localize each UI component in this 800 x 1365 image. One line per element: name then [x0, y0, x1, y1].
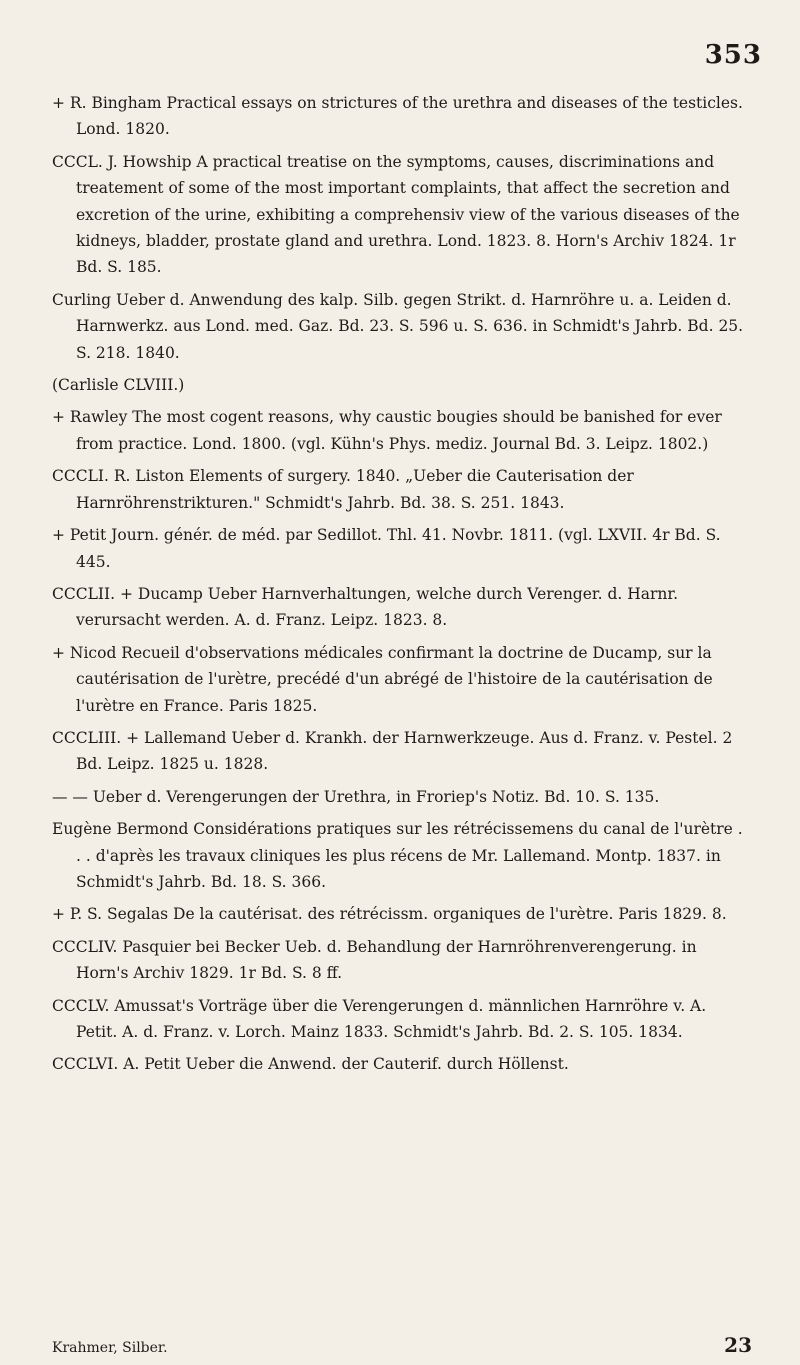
- bibliography-list: [52, 90, 752, 1084]
- footer-author: Krahmer, Silber.: [52, 1340, 168, 1356]
- entry-cccliii-lallemand: CCCLIII. + Lallemand Ueber d. Krankh. der Harnwerkzeuge. Aus d. Franz. v. Pestel. 2 Bd. Leipz. 1825 u. 1828.: [52, 728, 733, 774]
- entry-cccli-liston: CCCLI. R. Liston Elements of surgery. 1840. „Ueber die Cauterisation der Harnröhrenstrikturen." Schmidt's Jahrb. Bd. 38. S. 251. 1843.: [52, 467, 634, 512]
- entry-cccl-howship: CCCL. J. Howship A practical treatise on the symptoms, causes, discriminations and treatement of some of the most important complaints, that affect the secretion and excretion of the urine, exhibiting a comprehensiv view of the various diseases of the kidneys, bladder, prostate gland and urethra. Lond. 1823. 8. Horn's Archiv 1824. 1r Bd. S. 185.: [52, 152, 740, 277]
- entry-ccclii-ducamp: CCCLII. + Ducamp Ueber Harnverhaltungen, welche durch Verenger. d. Harnr. verursacht werden. A. d. Franz. Leipz. 1823. 8.: [52, 584, 679, 630]
- entry-segalas: + P. S. Segalas De la cautérisat. des rétrécissm. organiques de l'urètre. Paris 1829. 8.: [52, 905, 727, 924]
- entry-ccclvi-petit: CCCLVI. A. Petit Ueber die Anwend. der Cauterif. durch Höllenst.: [52, 1055, 569, 1074]
- entry-nicod: + Nicod Recueil d'observations médicales confirmant la doctrine de Ducamp, sur la cautérisation de l'urètre, precédé d'un abrégé de l'histoire de la cautérisation de l'urètre en France. Paris 1825.: [52, 643, 713, 715]
- signature-mark: 23: [724, 1333, 752, 1357]
- entry-rawley: + Rawley The most cogent reasons, why caustic bougies should be banished for ever from practice. Lond. 1800. (vgl. Kühn's Phys. mediz. Journal Bd. 3. Leipz. 1802.): [52, 408, 722, 453]
- entry-carlisle-note: (Carlisle CLVIII.): [52, 376, 185, 395]
- entry-bingham: + R. Bingham Practical essays on strictures of the urethra and diseases of the testicles. Lond. 1820.: [52, 94, 743, 139]
- entry-ccclv-amussat: CCCLV. Amussat's Vorträge über die Verengerungen d. männlichen Harnröhre v. A. Petit. A. d. Franz. v. Lorch. Mainz 1833. Schmidt's Jahrb. Bd. 2. S. 105. 1834.: [52, 996, 707, 1041]
- entry-petit-journ: + Petit Journ. génér. de méd. par Sedillot. Thl. 41. Novbr. 1811. (vgl. LXVII. 4r Bd. S. 445.: [52, 526, 721, 571]
- entry-bermond: Eugène Bermond Considérations pratiques sur les rétrécissemens du canal de l'urètre . . . d'après les travaux cliniques les plus récens de Mr. Lallemand. Montp. 1837. in Schmidt's Jahrb. Bd. 18. S. 366.: [52, 820, 743, 891]
- page-footer: [52, 1333, 752, 1357]
- entry-curling: Curling Ueber d. Anwendung des kalp. Silb. gegen Strikt. d. Harnröhre u. a. Leiden d. Harnwerkz. aus Lond. med. Gaz. Bd. 23. S. 596 u. S. 636. in Schmidt's Jahrb. Bd. 25. S. 218. 1840.: [52, 290, 744, 362]
- entry-cccliv-pasquier: CCCLIV. Pasquier bei Becker Ueb. d. Behandlung der Harnröhrenverengerung. in Horn's Archiv 1829. 1r Bd. S. 8 ff.: [52, 937, 697, 983]
- page-number: 353: [704, 40, 762, 70]
- entry-lallemand-urethra: — — Ueber d. Verengerungen der Urethra, in Froriep's Notiz. Bd. 10. S. 135.: [52, 787, 660, 806]
